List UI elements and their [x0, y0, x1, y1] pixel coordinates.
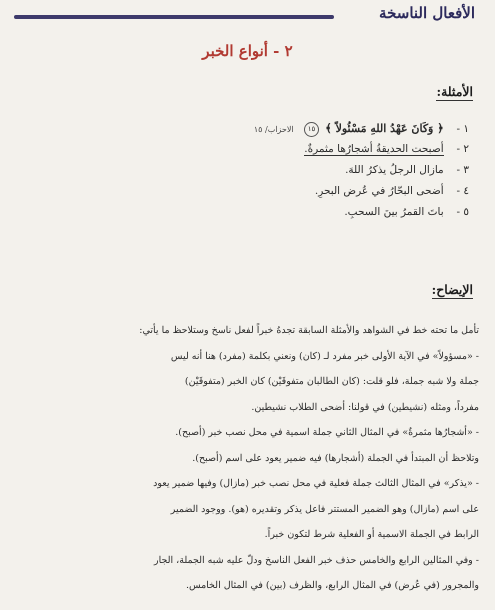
verse-reference: الاحزاب/ ١٥ — [253, 125, 294, 134]
example-item — [29, 118, 469, 139]
example-text: باتَ القمرُ بينَ السحبِ. — [344, 206, 444, 218]
explanation-line: الرابط في الجملة الاسمية أو الفعلية شرط لتكون خبراً. — [264, 529, 479, 540]
ayah-number-mark: ١٥ — [304, 122, 319, 137]
example-item — [29, 139, 469, 160]
examples-list — [29, 118, 469, 223]
example-text: أضحى البحّارُ في عُرض البحرِ. — [314, 185, 444, 197]
explanation-line: تأمل ما تحته خط في الشواهد والأمثلة السابقة تجدهُ خبراً لفعل ناسخ وستلاحظ ما يأتي: — [139, 325, 479, 336]
example-number: ٤ - — [456, 185, 469, 197]
explanation-line: والمجرور (في عُرض) في المثال الرابع، والظرف (بين) في المثال الخامس. — [185, 580, 479, 591]
example-number: ١ - — [456, 123, 469, 135]
explanation-line: جملة ولا شبه جملة، فلو قلت: (كان الطالبان متفوقَيْن) كان الخبر (متفوقَيْن) — [184, 376, 479, 387]
explanation-body — [16, 318, 479, 599]
explanation-line: - وفي المثالين الرابع والخامس حذف خبر الفعل الناسخ ودلّ عليه شبه الجملة، الجار — [154, 554, 479, 566]
example-item — [29, 181, 469, 202]
example-text: مازال الرجلُ يذكرُ اللهَ. — [345, 164, 444, 176]
example-number: ٥ - — [456, 206, 469, 218]
example-item — [29, 202, 469, 223]
explanation-line: وتلاحظ أن المبتدأ في الجملة (أشجارها) فيه ضمير يعود على اسم (أصبح). — [192, 452, 479, 464]
section-title: ٢ - أنواع الخبر — [202, 42, 293, 60]
header-rule — [14, 15, 334, 19]
explanation-line: - «أشجارُها مثمرةٌ» في المثال الثاني جملة اسمية في محل نصب خبر (أصبح). — [175, 427, 479, 438]
explanation-line: مفرداً، ومثله (نشيطين) في قولنا: أضحى الطلاب نشيطين. — [251, 401, 479, 413]
explanation-line: على اسم (مازال) وهو الضمير المستتر فاعل يذكر وتقديره (هو). ووجود الضمير — [170, 503, 479, 515]
explanation-line: - «يذكر» في المثال الثالث جملة فعلية في محل نصب خبر (مازال) وفيها ضمير يعود — [153, 478, 479, 489]
quran-verse: ﴿ وَكَانَ عَهْدُ اللهِ مَسْئُولاً ﴾ — [325, 122, 444, 135]
example-number: ٢ - — [456, 143, 469, 155]
example-number: ٣ - — [456, 164, 469, 176]
example-item — [29, 160, 469, 181]
explanation-line: - «مسؤولاً» في الآية الأولى خبر مفرد لـ (كان) ونعني بكلمة (مفرد) هنا أنه ليس — [170, 350, 479, 362]
examples-label: الأمثلة: — [436, 84, 473, 99]
explanation-label: الإيضاح: — [431, 282, 473, 297]
example-text: أصبحت الحديقةُ أشجارُها مثمرةٌ. — [304, 143, 444, 155]
chapter-title: الأفعال الناسخة — [373, 4, 481, 22]
